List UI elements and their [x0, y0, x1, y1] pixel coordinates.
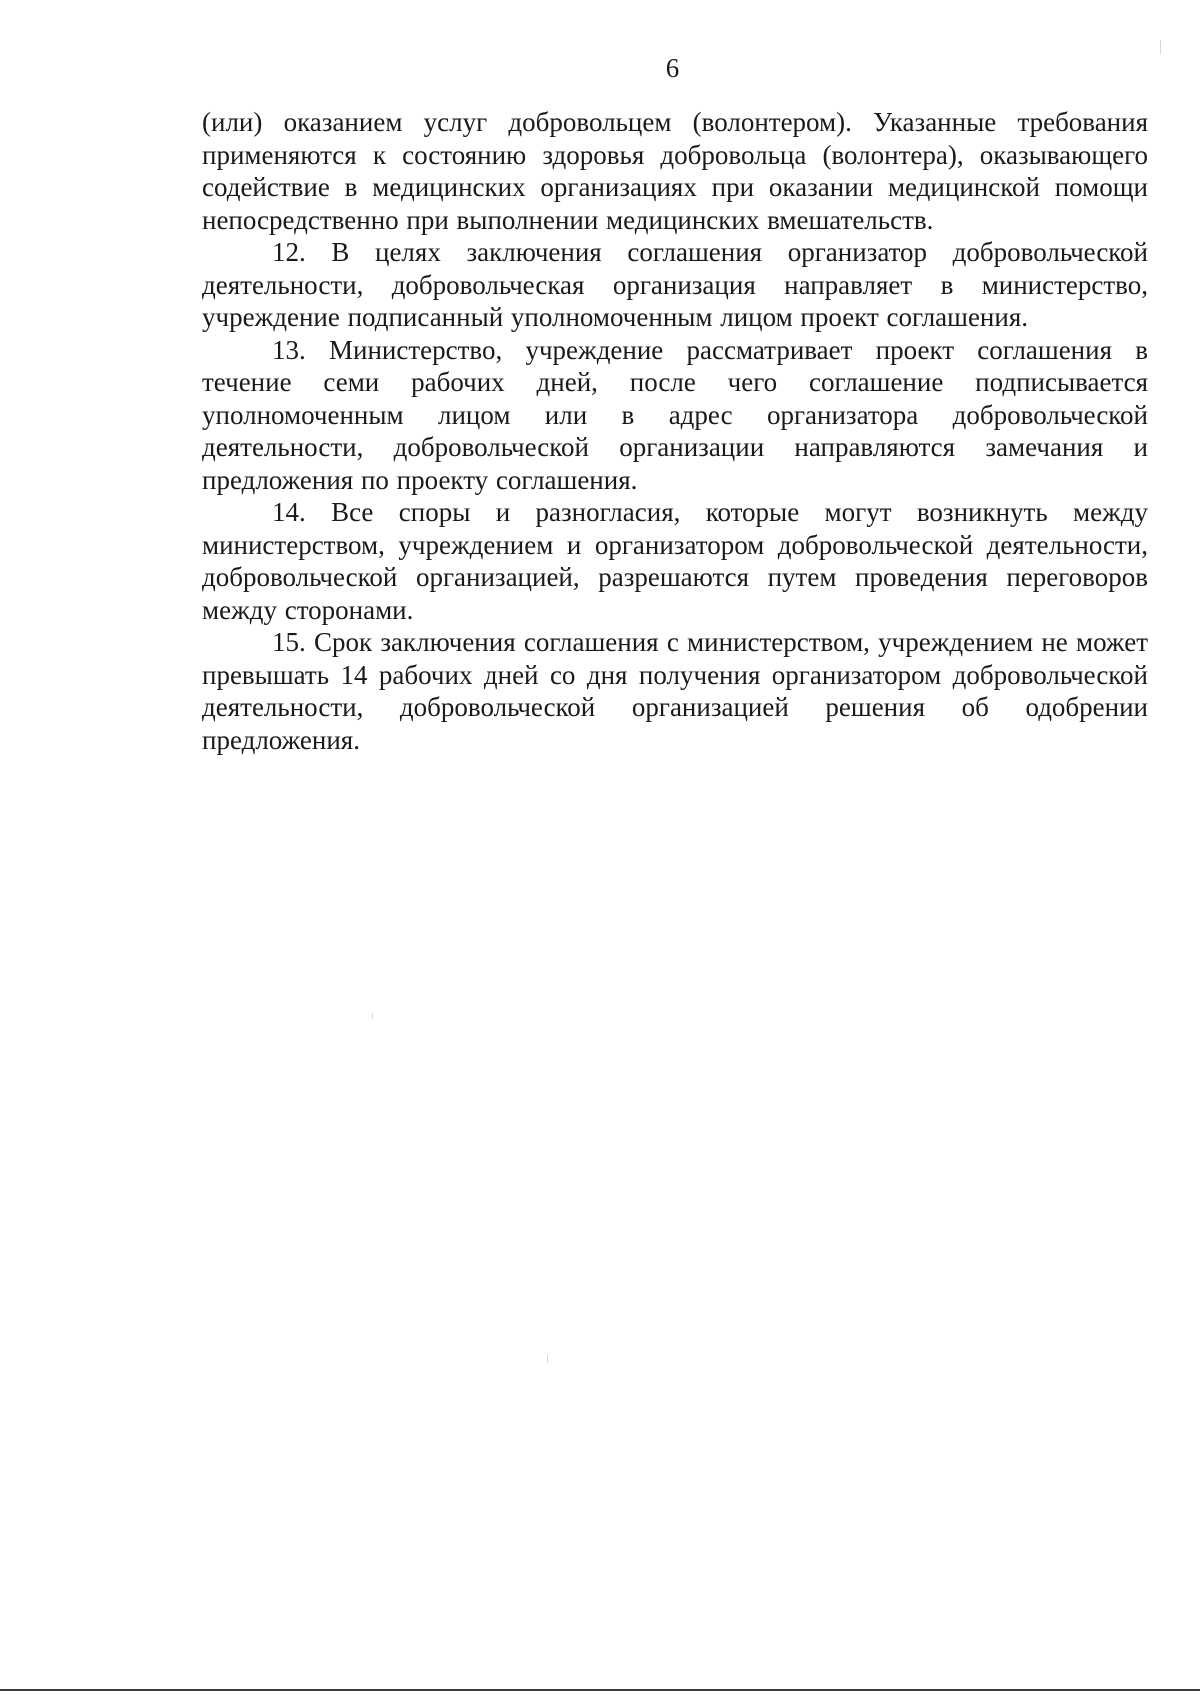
paragraph-item-13: 13. Министерство, учреждение рассматривает проект соглашения в течение семи рабочих дней, после чего соглашение подписывается уполномоченным лицом или в адрес организатора добровольческой деятельности, добровольческой организации направляются замечания и предложения по проекту соглашения. — [202, 334, 1148, 495]
scan-artifact — [547, 1355, 548, 1363]
page-number: 6 — [665, 53, 680, 83]
paragraph-item-14: 14. Все споры и разногласия, которые могут возникнуть между министерством, учреждением и организатором добровольческой деятельности, добровольческой организацией, разрешаются путем проведения переговоров между сторонами. — [202, 497, 1148, 625]
paragraph-continuation: (или) оказанием услуг добровольцем (волонтером). Указанные требования применяются к состоянию здоровья добровольца (волонтера), оказывающего содействие в медицинских организациях при оказании медицинской помощи непосредственно при выполнении медицинских вмешательств. — [202, 107, 1148, 235]
paragraph-item-15: 15. Срок заключения соглашения с министерством, учреждением не может превышать 14 рабочих дней со дня получения организатором добровольческой деятельности, добровольческой организацией решения об одобрении предложения. — [202, 627, 1148, 755]
scan-artifact — [372, 1013, 373, 1019]
document-body — [202, 106, 1148, 756]
scan-bottom-edge — [0, 1689, 1200, 1691]
scan-artifact — [1160, 40, 1161, 54]
paragraph-item-12: 12. В целях заключения соглашения организатор добровольческой деятельности, добровольческая организация направляет в министерство, учреждение подписанный уполномоченным лицом проект соглашения. — [202, 237, 1148, 332]
